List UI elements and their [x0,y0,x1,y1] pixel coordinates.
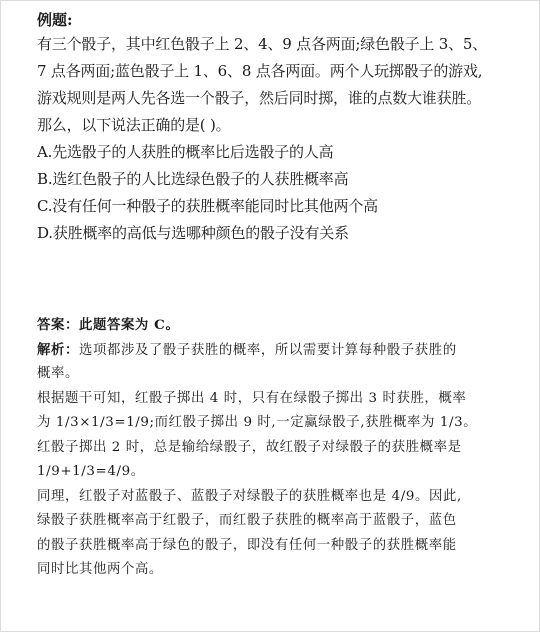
question-section [37,9,529,247]
option-a: A.先选骰子的人获胜的概率比后选骰子的人高 [37,143,334,161]
analysis-line: 1/9+1/3=4/9。 [37,464,145,479]
option-d: D.获胜概率的高低与选哪种颜色的骰子没有关系 [37,224,349,242]
analysis-line: 的骰子获胜概率高于绿色的骰子，即没有任何一种骰子的获胜概率能 [37,537,457,553]
analysis-first-line [37,338,529,363]
answer-line: 答案：此题答案为 C。 [37,317,180,333]
question-text-line: 游戏规则是两人先各选一个骰子，然后同时掷，谁的点数大谁获胜。 [37,89,482,107]
analysis-text: 选项都涉及了骰子获胜的概率，所以需要计算每种骰子获胜的 [78,342,457,358]
analysis-label: 解析： [37,341,79,358]
question-text-line: 有三个骰子，其中红色骰子上 2、4、9 点各两面;绿色骰子上 3、5、 [37,35,488,53]
option-c: C.没有任何一种骰子的获胜概率能同时比其他两个高 [37,197,378,215]
analysis-line: 绿骰子获胜概率高于红骰子，而红骰子获胜的概率高于蓝骰子，蓝色 [37,513,457,528]
analysis-line: 同理，红骰子对蓝骰子、蓝骰子对绿骰子的获胜概率也是 4/9。因此, [37,488,462,504]
analysis-line: 根据题干可知，红骰子掷出 4 时，只有在绿骰子掷出 3 时获胜，概率 [37,390,467,406]
option-b: B.选红色骰子的人比选绿色骰子的人获胜概率高 [37,170,349,188]
example-title: 例题: [37,11,73,29]
question-text-line: 那么，以下说法正确的是( )。 [37,116,231,134]
question-text-line: 7 点各两面;蓝色骰子上 1、6、8 点各两面。两个人玩掷骰子的游戏, [37,62,483,80]
analysis-line: 为 1/3×1/3=1/9;而红骰子掷出 9 时,一定赢绿骰子,获胜概率为 1/3。 [37,415,478,430]
analysis-line: 红骰子掷出 2 时，总是输给绿骰子，故红骰子对绿骰子的获胜概率是 [37,439,462,455]
answer-section [37,313,529,583]
analysis-line: 概率。 [37,366,79,381]
analysis-line: 同时比其他两个高。 [37,562,163,577]
